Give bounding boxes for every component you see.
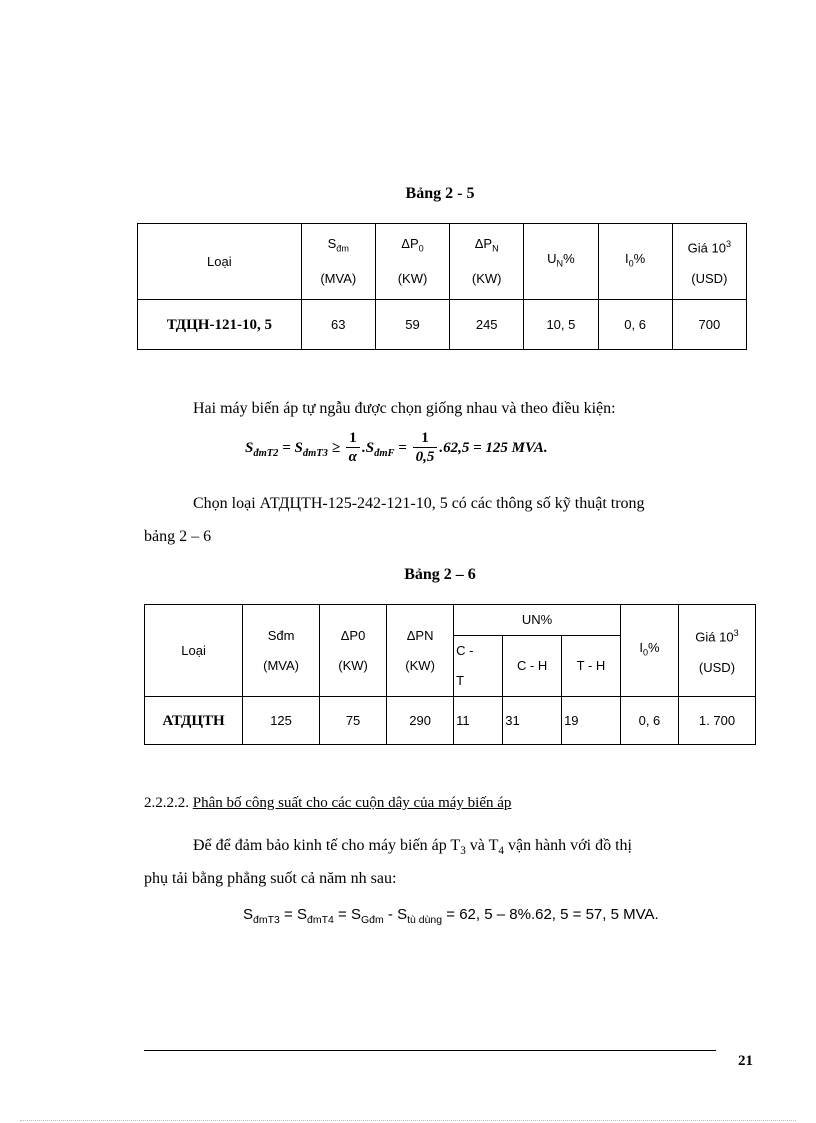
table-cell: 31 <box>503 697 562 745</box>
fraction-1-alpha: $\frac{1}{\alpha}$ <box>346 430 360 467</box>
formula-sdm-condition: $S_{đmT2} = S_{đmT3}$ ≥ $\frac{1}{\alpha}$ $.S_{đmF}$ = $\frac{1}{0,5}$ .62,5 = 125 MVA. <box>245 430 548 465</box>
table-row <box>138 300 747 350</box>
table2-caption: Bảng 2 – 6 <box>404 566 476 583</box>
t2-header-dpn: ΔPN (KW) <box>387 605 454 697</box>
table-cell: ТДЦН-121-10, 5 <box>138 300 302 350</box>
t2-header-th: T - H <box>562 636 621 697</box>
t2-header-i0: $I_0\%$ <box>620 605 678 697</box>
paragraph-selection-cont: bảng 2 – 6 <box>144 528 212 545</box>
t2-header-ch: C - H <box>503 636 562 697</box>
formula-sdm-t3-t4: $S_{đmT3} = S_{đmT4} = S_{Gđm} - S_{tù dùng} = 62$, 5 – 8%.62, 5 = 57, 5 MVA. <box>243 906 659 926</box>
t2-header-sdm: Sđm (MVA) <box>243 605 320 697</box>
table-cell: 700 <box>672 300 746 350</box>
table-cell: 125 <box>243 697 320 745</box>
t1-header-dp0: $\Delta P_0$ (KW) <box>375 224 449 300</box>
table1 <box>137 223 747 350</box>
table-cell: 10, 5 <box>524 300 598 350</box>
t1-header-i0: $I_0\%$ <box>598 224 672 300</box>
t1-header-dpn: $\Delta P_N$ (KW) <box>450 224 524 300</box>
page-number: 21 <box>738 1053 753 1069</box>
footer-rule <box>144 1050 716 1051</box>
table-cell: 245 <box>450 300 524 350</box>
t2-header-ct: C - T <box>454 636 503 697</box>
paragraph-distribution-cont: phụ tải bằng phẳng suốt cả năm nh sau: <box>144 870 397 887</box>
t2-header-gia: Giá $10^3$ (USD) <box>678 605 755 697</box>
fraction-1-0-5: $\frac{1}{0,5}$ <box>413 430 438 467</box>
t1-header-sdm: $S_{đm}$ (MVA) <box>301 224 375 300</box>
t2-header-dp0: ΔP0 (KW) <box>320 605 387 697</box>
t1-header-gia: Giá $10^3$ (USD) <box>672 224 746 300</box>
table-cell: 290 <box>387 697 454 745</box>
table2 <box>144 604 756 745</box>
table1-caption: Bảng 2 - 5 <box>405 185 475 202</box>
table-cell: 1. 700 <box>678 697 755 745</box>
t2-header-loai: Loại <box>145 605 243 697</box>
table-cell: 0, 6 <box>598 300 672 350</box>
table-cell: АТДЦТН <box>145 697 243 745</box>
paragraph-conditions: Hai máy biến áp tự ngẫu được chọn giống nhau và theo điều kiện: <box>193 400 616 417</box>
table-cell: 0, 6 <box>620 697 678 745</box>
paragraph-distribution: Để để đảm bảo kinh tế cho máy biến áp $T_3$ và $T_4$ vận hành với đồ thị <box>193 837 632 858</box>
page-bottom-divider <box>20 1120 796 1121</box>
section-title: Phân bố công suất cho các cuộn dây của máy biến áp <box>192 795 512 811</box>
paragraph-selection: Chọn loại АТДЦТН-125-242-121-10, 5 có các thông số kỹ thuật trong <box>193 495 645 512</box>
t1-header-un: $U_N\%$ <box>524 224 598 300</box>
section-heading <box>144 795 511 812</box>
table-cell: 11 <box>454 697 503 745</box>
table-cell: 75 <box>320 697 387 745</box>
t2-header-un: UN% <box>454 605 621 636</box>
section-number: 2.2.2.2. <box>144 795 193 811</box>
t1-header-loai: Loại <box>138 224 302 300</box>
table-row <box>145 697 756 745</box>
table-cell: 63 <box>301 300 375 350</box>
table-cell: 59 <box>375 300 449 350</box>
table-cell: 19 <box>562 697 621 745</box>
